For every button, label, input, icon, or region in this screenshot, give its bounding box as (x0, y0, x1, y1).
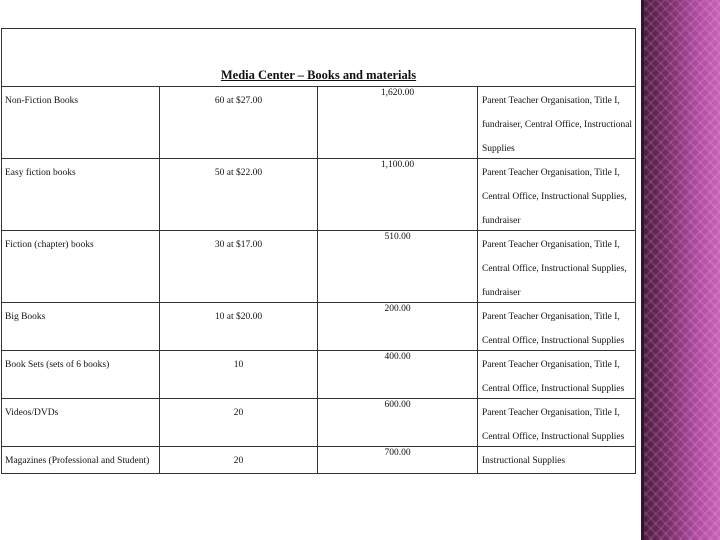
funding-text: Parent Teacher Organisation, Title I, Central Office, Instructional Supplies (482, 408, 625, 442)
table-row (2, 446, 635, 474)
total-cell: 700.00 (318, 447, 478, 474)
total-cell: 1,620.00 (318, 87, 478, 159)
funding-text: Parent Teacher Organisation, Title I, Central Office, Instructional Supplies, fundraiser (482, 168, 627, 226)
funding-text: Instructional Supplies (482, 456, 566, 466)
funding-text: Parent Teacher Organisation, Title I, Central Office, Instructional Supplies, fundraiser (482, 240, 627, 298)
funding-cell (478, 440, 635, 474)
total-cell: 1,100.00 (318, 159, 478, 231)
funding-text: Parent Teacher Organisation, Title I, fundraiser, Central Office, Instructional Supplies (482, 96, 633, 154)
funding-text: Parent Teacher Organisation, Title I, Central Office, Instructional Supplies (482, 312, 625, 346)
media-center-table (1, 28, 636, 474)
qty-price-cell: 10 (160, 351, 318, 399)
funding-cell (478, 224, 635, 303)
total-cell: 200.00 (318, 303, 478, 351)
item-cell: Big Books (2, 303, 160, 351)
table-row (2, 86, 635, 159)
table-title: Media Center – Books and materials (220, 68, 417, 82)
qty-price-cell: 60 at $27.00 (160, 87, 318, 159)
item-cell: Videos/DVDs (2, 399, 160, 447)
table-row (2, 230, 635, 303)
funding-cell (478, 152, 635, 231)
funding-cell (478, 296, 635, 351)
qty-price-cell: 20 (160, 447, 318, 474)
qty-price-cell: 10 at $20.00 (160, 303, 318, 351)
funding-cell (478, 80, 635, 159)
title-row (2, 29, 635, 87)
total-cell: 400.00 (318, 351, 478, 399)
total-cell: 510.00 (318, 231, 478, 303)
decorative-side-band (641, 0, 720, 540)
band-edge (641, 0, 644, 540)
qty-price-cell: 50 at $22.00 (160, 159, 318, 231)
item-cell: Magazines (Professional and Student) (2, 447, 160, 474)
funding-cell (478, 392, 635, 447)
item-cell: Easy fiction books (2, 159, 160, 231)
qty-price-cell: 30 at $17.00 (160, 231, 318, 303)
item-cell: Book Sets (sets of 6 books) (2, 351, 160, 399)
item-cell: Fiction (chapter) books (2, 231, 160, 303)
funding-cell (478, 344, 635, 399)
total-cell: 600.00 (318, 399, 478, 447)
diamond-pattern (641, 0, 720, 540)
funding-text: Parent Teacher Organisation, Title I, Central Office, Instructional Supplies (482, 360, 625, 394)
table-row (2, 158, 635, 231)
item-cell: Non-Fiction Books (2, 87, 160, 159)
qty-price-cell: 20 (160, 399, 318, 447)
